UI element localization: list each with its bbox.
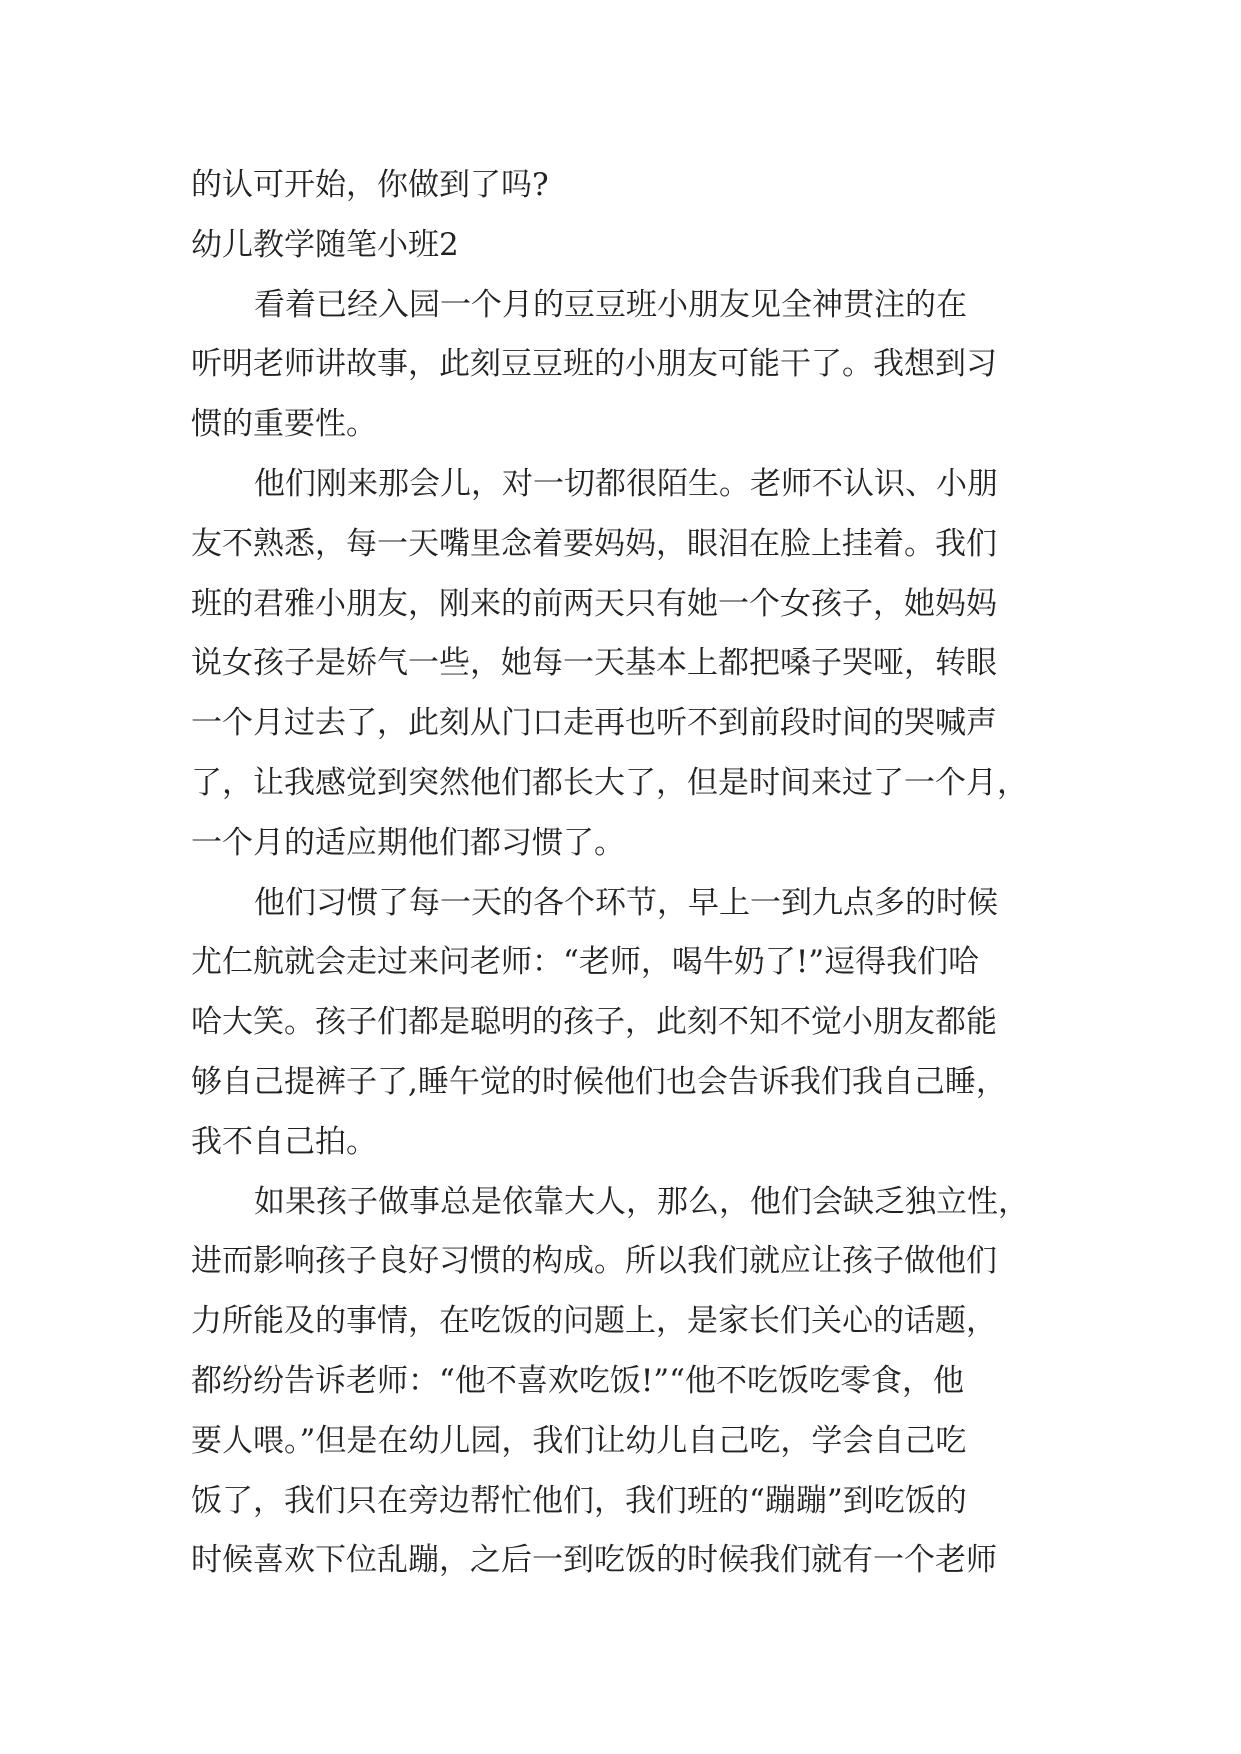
paragraph-line: 够自己提裤子了,睡午觉的时候他们也会告诉我们我自己睡， bbox=[191, 1063, 1007, 1100]
paragraph-line: 一个月的适应期他们都习惯了。 bbox=[191, 824, 625, 861]
paragraph-line: 看着已经入园一个月的豆豆班小朋友见全神贯注的在 bbox=[254, 286, 967, 323]
paragraph-line: 听明老师讲故事，此刻豆豆班的小朋友可能干了。我想到习 bbox=[191, 346, 997, 383]
paragraph-line: 他们习惯了每一天的各个环节，早上一到九点多的时候 bbox=[254, 884, 998, 921]
paragraph-line: 饭了，我们只在旁边帮忙他们，我们班的“蹦蹦”到吃饭的 bbox=[191, 1482, 967, 1519]
paragraph-line: 说女孩子是娇气一些，她每一天基本上都把嗓子哭哑，转眼 bbox=[191, 645, 997, 682]
section-heading: 幼儿教学随笔小班2 bbox=[191, 226, 459, 263]
paragraph-3 bbox=[191, 874, 1051, 1173]
paragraph-line: 如果孩子做事总是依靠大人，那么，他们会缺乏独立性， bbox=[254, 1183, 1029, 1220]
paragraph-line: 一个月过去了，此刻从门口走再也听不到前段时间的哭喊声 bbox=[191, 705, 997, 742]
paragraph-line: 力所能及的事情，在吃饭的问题上，是家长们关心的话题， bbox=[191, 1303, 997, 1340]
paragraph-line: 都纷纷告诉老师：“他不喜欢吃饭!”“他不吃饭吃零食，他 bbox=[191, 1362, 964, 1399]
document-body bbox=[191, 156, 1051, 1591]
paragraph-4 bbox=[191, 1173, 1051, 1592]
paragraph-2 bbox=[191, 455, 1051, 874]
paragraph-line: 时候喜欢下位乱蹦，之后一到吃饭的时候我们就有一个老师 bbox=[191, 1542, 997, 1579]
paragraph-line: 尤仁航就会走过来问老师：“老师，喝牛奶了!”逗得我们哈 bbox=[191, 944, 980, 981]
paragraph-line: 惯的重要性。 bbox=[191, 406, 377, 443]
paragraph-line: 要人喂。”但是在幼儿园，我们让幼儿自己吃，学会自己吃 bbox=[191, 1422, 967, 1459]
paragraph-line: 哈大笑。孩子们都是聪明的孩子，此刻不知不觉小朋友都能 bbox=[191, 1004, 997, 1041]
intro-line: 的认可开始，你做到了吗? bbox=[191, 167, 549, 203]
paragraph-line: 他们刚来那会儿，对一切都很陌生。老师不认识、小朋 bbox=[254, 465, 998, 502]
paragraph-line: 班的君雅小朋友，刚来的前两天只有她一个女孩子，她妈妈 bbox=[191, 585, 997, 622]
paragraph-line: 我不自己拍。 bbox=[191, 1123, 377, 1160]
paragraph-line: 进而影响孩子良好习惯的构成。所以我们就应让孩子做他们 bbox=[191, 1243, 997, 1280]
paragraph-line: 了，让我感觉到突然他们都长大了，但是时间来过了一个月， bbox=[191, 764, 1028, 801]
paragraph-1 bbox=[191, 276, 1051, 455]
paragraph-line: 友不熟悉，每一天嘴里念着要妈妈，眼泪在脸上挂着。我们 bbox=[191, 525, 997, 562]
